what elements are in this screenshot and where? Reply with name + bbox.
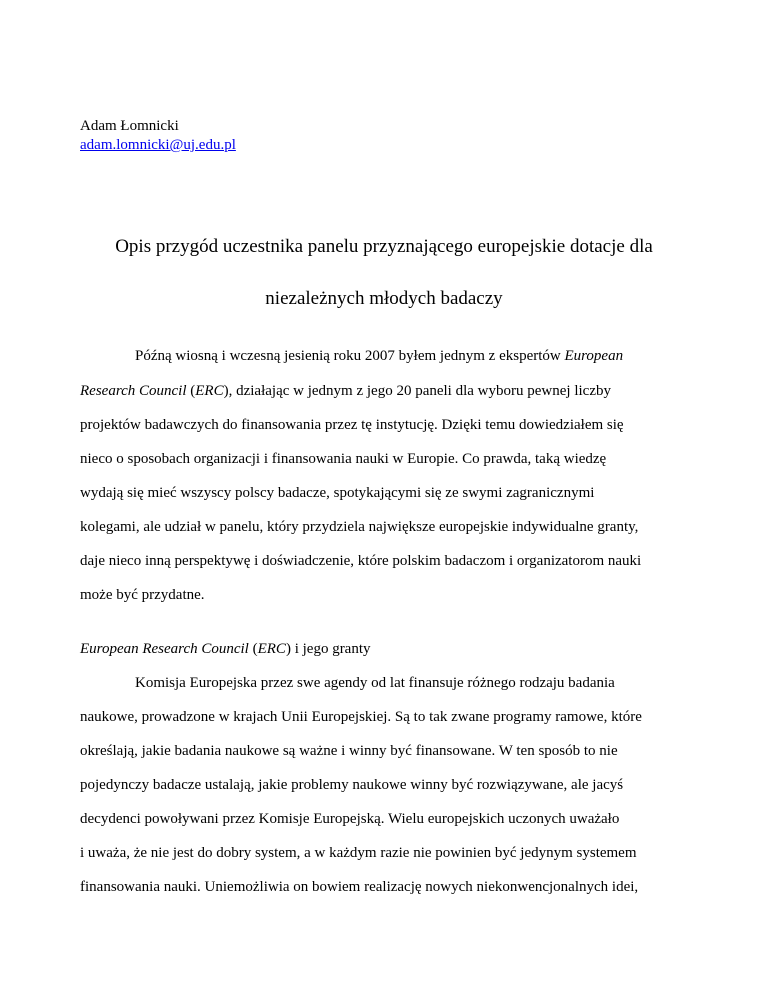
paragraph-2-line-3: określają, jakie badania naukowe są ważne i winny być finansowane. W ten sposób to nie: [80, 743, 618, 759]
italic-span: ERC: [257, 641, 286, 657]
paragraph-1-line-3: projektów badawczych do finansowania przez tę instytucję. Dzięki temu dowiedziałem się: [80, 417, 624, 433]
text-span: ), działając w jednym z jego 20 paneli dla wyboru pewnej liczby: [223, 383, 611, 399]
text-span: (: [248, 641, 258, 657]
author-name: Adam Łomnicki: [80, 118, 179, 134]
paragraph-2-line-1: Komisja Europejska przez swe agendy od lat finansuje różnego rodzaju badania: [135, 675, 615, 691]
text-span: Późną wiosną i wczesną jesienią roku 2007 byłem jednym z ekspertów: [135, 348, 565, 364]
paragraph-2-line-4: pojedynczy badacze ustalają, jakie problemy naukowe winny być rozwiązywane, ale jacyś: [80, 777, 624, 793]
title-line-2: niezależnych młodych badaczy: [265, 288, 503, 309]
paragraph-1-line-4: nieco o sposobach organizacji i finansowania nauki w Europie. Co prawda, taką wiedzę: [80, 451, 607, 467]
italic-span: European Research Council: [80, 641, 249, 657]
text-span: (: [186, 383, 196, 399]
author-block: [80, 117, 236, 155]
paragraph-1-line-1: [135, 348, 623, 365]
paragraph-2-line-5: decydenci powoływani przez Komisje Europejską. Wielu europejskich uczonych uważało: [80, 811, 620, 827]
paragraph-2-line-2: naukowe, prowadzone w krajach Unii Europejskiej. Są to tak zwane programy ramowe, które: [80, 709, 642, 725]
italic-span: ERC: [195, 383, 224, 399]
section-heading: [80, 641, 371, 658]
paragraph-1-line-6: kolegami, ale udział w panelu, który przydziela największe europejskie indywidualne granty,: [80, 519, 639, 535]
italic-span: Research Council: [80, 383, 187, 399]
paragraph-1-line-8: może być przydatne.: [80, 587, 205, 603]
paragraph-2-line-7: finansowania nauki. Uniemożliwia on bowiem realizację nowych niekonwencjonalnych idei,: [80, 879, 639, 895]
paragraph-1-line-2: [80, 383, 611, 400]
italic-span: European: [564, 348, 624, 364]
paragraph-1-line-7: daje nieco inną perspektywę i doświadczenie, które polskim badaczom i organizatorom nauki: [80, 553, 642, 569]
paragraph-1-line-5: wydają się mieć wszyscy polscy badacze, spotykającymi się ze swymi zagranicznymi: [80, 485, 595, 501]
paragraph-2-line-6: i uważa, że nie jest do dobry system, a w każdym razie nie powinien być jedynym systemem: [80, 845, 637, 861]
title-line-1: Opis przygód uczestnika panelu przyznającego europejskie dotacje dla: [115, 236, 653, 257]
author-email-link[interactable]: adam.lomnicki@uj.edu.pl: [80, 137, 236, 153]
text-span: ) i jego granty: [285, 641, 371, 657]
